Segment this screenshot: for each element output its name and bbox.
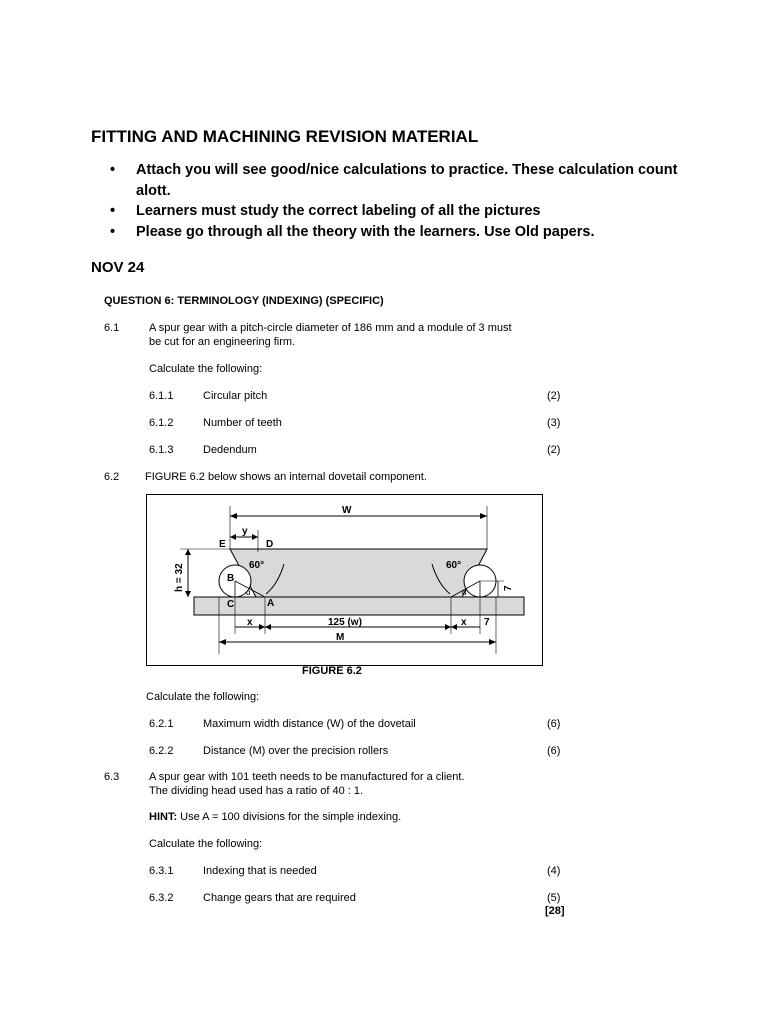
subquestion-text: Number of teeth — [203, 417, 282, 429]
subquestion-text: Dedendum — [203, 444, 257, 456]
label-alpha-left: α — [246, 588, 251, 597]
label-y: y — [242, 526, 248, 537]
hint — [149, 811, 401, 823]
label-D: D — [266, 539, 274, 550]
bullet-text: Attach you will see good/nice calculations to practice. These calculation count alott. — [136, 162, 678, 199]
bullet-icon: • — [110, 162, 116, 178]
label-angle-left: 60° — [249, 560, 265, 571]
total-marks: [28] — [545, 905, 565, 917]
question-text: FIGURE 6.2 below shows an internal dovetail component. — [145, 471, 427, 483]
calc-instruction: Calculate the following: — [149, 838, 263, 850]
text-line: be cut for an engineering firm. — [149, 336, 296, 348]
bullet-list — [110, 160, 710, 242]
label-E: E — [219, 539, 226, 550]
bullet-text: Learners must study the correct labeling of all the pictures — [136, 203, 541, 219]
marks: (4) — [547, 865, 561, 877]
subquestion-number: 6.3.1 — [149, 865, 174, 877]
subquestion-text: Indexing that is needed — [203, 865, 317, 877]
marks: (6) — [547, 745, 561, 757]
label-x-left: x — [247, 617, 253, 628]
label-angle-right: 60° — [446, 560, 462, 571]
label-h: h = 32 — [174, 563, 185, 592]
text-line: A spur gear with 101 teeth needs to be manufactured for a client. — [149, 771, 465, 783]
calc-instruction: Calculate the following: — [149, 363, 263, 375]
subquestion-text: Maximum width distance (W) of the dovetail — [203, 718, 416, 730]
figure-caption: FIGURE 6.2 — [302, 665, 362, 677]
label-alpha-right: α — [462, 588, 467, 597]
text-line: The dividing head used has a ratio of 40 : 1. — [149, 785, 364, 797]
subquestion-number: 6.1.1 — [149, 390, 174, 402]
bullet-item — [110, 222, 710, 243]
label-C: C — [227, 599, 235, 610]
bullet-icon: • — [110, 203, 116, 219]
subquestion-number: 6.2.1 — [149, 718, 174, 730]
question-number: 6.2 — [104, 471, 120, 483]
calc-instruction: Calculate the following: — [146, 691, 260, 703]
question-text — [149, 770, 549, 798]
marks: (6) — [547, 718, 561, 730]
subquestion-number: 6.1.2 — [149, 417, 174, 429]
bullet-icon: • — [110, 223, 116, 240]
hint-label: HINT: — [149, 811, 178, 823]
label-7-vertical: 7 — [503, 585, 514, 591]
marks: (3) — [547, 417, 561, 429]
session-label: NOV 24 — [91, 259, 145, 276]
text-line: A spur gear with a pitch-circle diameter of 186 mm and a module of 3 must — [149, 322, 512, 334]
marks: (2) — [547, 444, 561, 456]
bullet-item — [110, 201, 710, 222]
subquestion-number: 6.3.2 — [149, 892, 174, 904]
label-7-horizontal: 7 — [484, 617, 490, 628]
label-A: A — [267, 598, 275, 609]
subquestion-text: Circular pitch — [203, 390, 268, 402]
subquestion-text: Distance (M) over the precision rollers — [203, 745, 389, 757]
label-M: M — [336, 632, 345, 643]
subquestion-number: 6.1.3 — [149, 444, 174, 456]
hint-text: Use A = 100 divisions for the simple indexing. — [177, 811, 402, 823]
subquestion-number: 6.2.2 — [149, 745, 174, 757]
marks: (2) — [547, 390, 561, 402]
bullet-text: Please go through all the theory with the learners. Use Old papers. — [136, 223, 595, 240]
subquestion-text: Change gears that are required — [203, 892, 356, 904]
label-125w: 125 (w) — [328, 617, 362, 628]
label-W: W — [342, 505, 352, 516]
question-text — [149, 321, 549, 349]
label-B: B — [227, 573, 235, 584]
label-x-right: x — [461, 617, 467, 628]
marks: (5) — [547, 892, 561, 904]
question-number: 6.1 — [104, 322, 120, 334]
question-number: 6.3 — [104, 771, 120, 783]
bullet-item — [110, 160, 710, 201]
dovetail-figure — [146, 494, 543, 666]
page-title: FITTING AND MACHINING REVISION MATERIAL — [91, 127, 479, 146]
question-heading: QUESTION 6: TERMINOLOGY (INDEXING) (SPECIFIC) — [104, 295, 384, 307]
